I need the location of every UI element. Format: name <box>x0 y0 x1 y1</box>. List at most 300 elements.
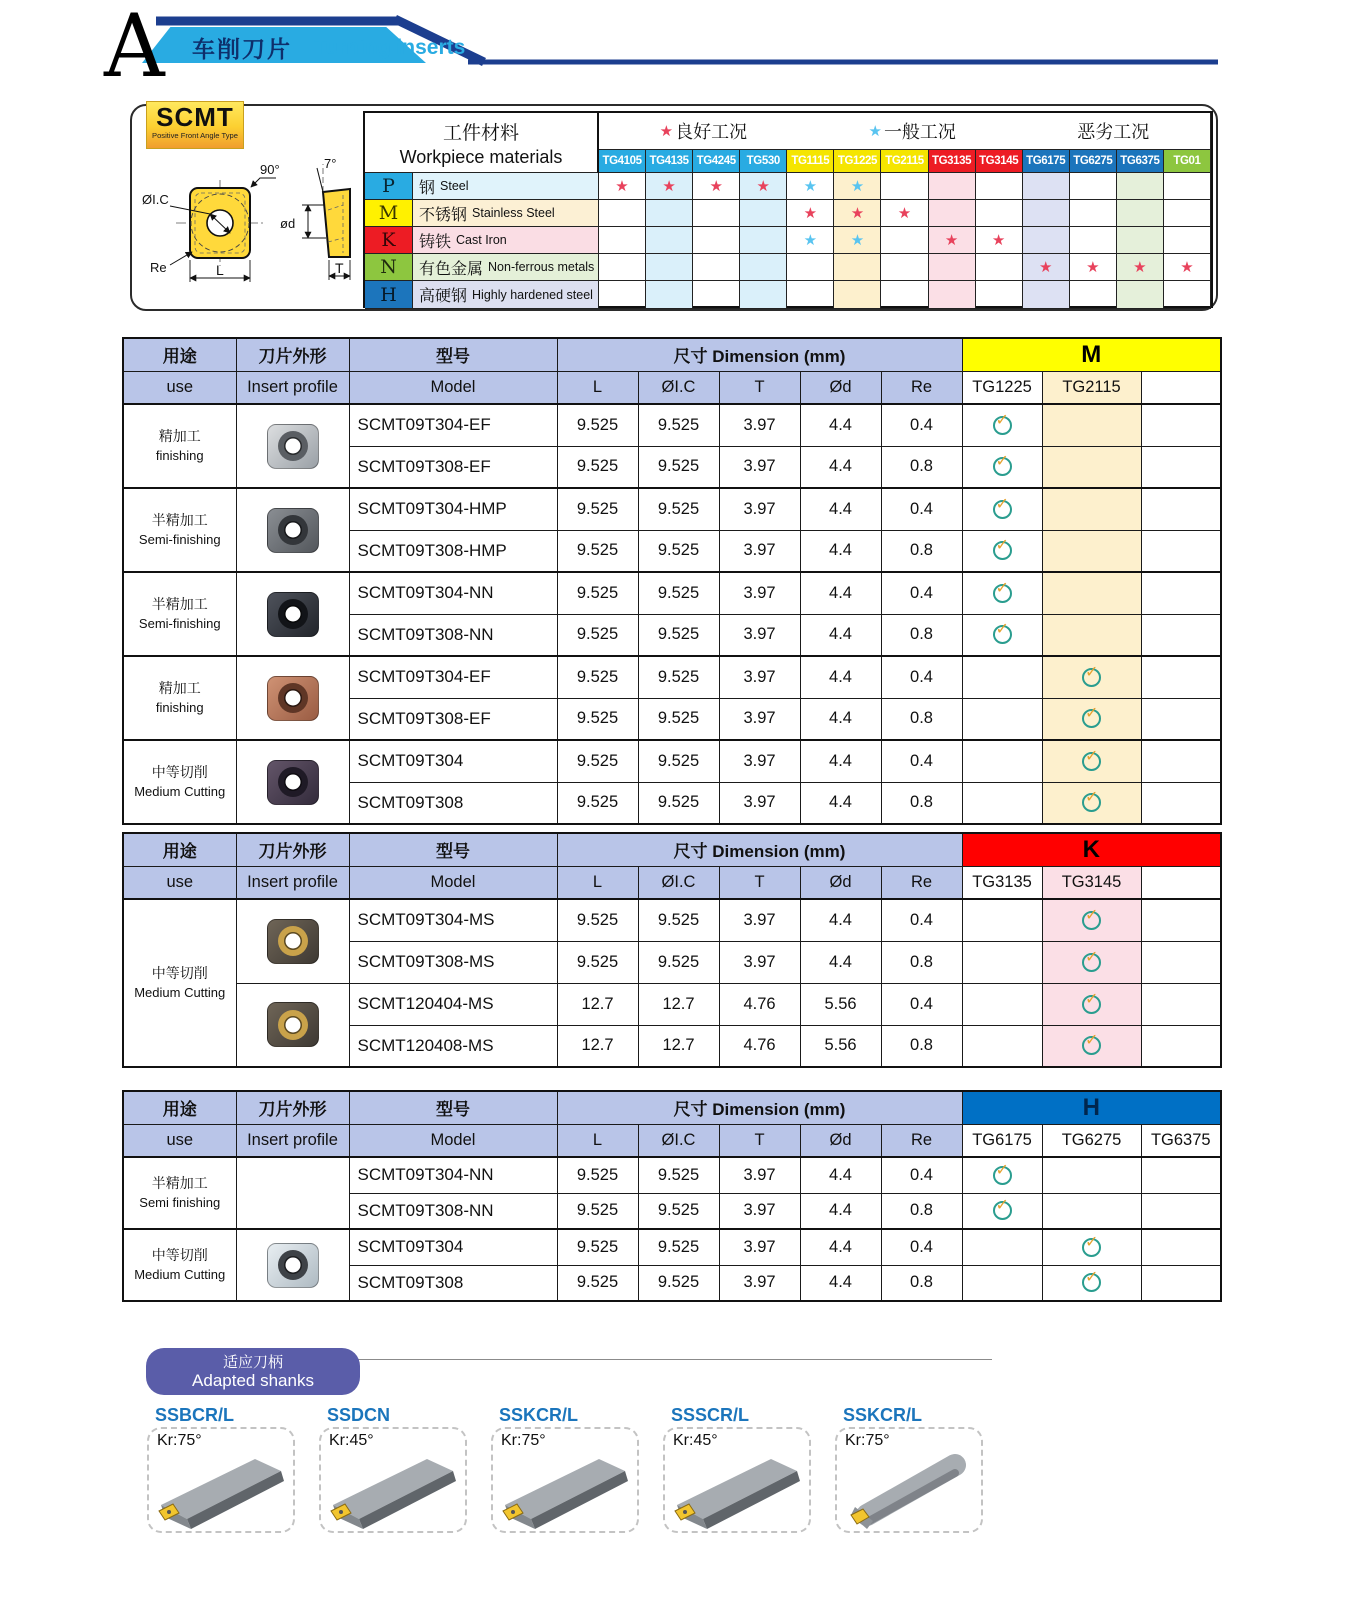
material-name-en: Stainless Steel <box>472 206 555 220</box>
grade-rating-cell <box>1117 173 1164 200</box>
dim-cell: 0.4 <box>881 1157 962 1193</box>
grade-cell-TG1225 <box>962 488 1042 530</box>
model-cell: SCMT09T308-NN <box>349 1193 557 1229</box>
grade-cell-TG2115 <box>1042 488 1141 530</box>
use-label-en: Medium Cutting <box>134 783 226 799</box>
red-star-icon: ★ <box>991 231 1006 249</box>
grade-header-TG6175: TG6175 <box>1023 150 1070 173</box>
grade-cell-TG2115 <box>1042 782 1141 824</box>
check-icon <box>1082 752 1101 771</box>
grade-rating-cell <box>834 281 881 309</box>
grade-col-header-TG3135: TG3135 <box>962 866 1042 899</box>
shank-image-svg <box>839 1449 979 1529</box>
shank-card <box>319 1405 467 1533</box>
use-cell <box>123 404 236 488</box>
check-icon <box>1082 995 1101 1014</box>
grade-cell-TG6175 <box>962 1265 1042 1301</box>
col-header-profile-en: Insert profile <box>236 371 349 404</box>
dim-cell: 4.4 <box>800 899 881 941</box>
page-title-en: Turning inserts <box>314 36 466 59</box>
grade-rating-cell <box>1023 281 1070 309</box>
grade-cell-TG3135 <box>962 983 1042 1025</box>
dim-cell: 4.4 <box>800 698 881 740</box>
grade-cell <box>1141 614 1221 656</box>
red-star-icon: ★ <box>756 177 770 195</box>
col-header-use-zh: 用途 <box>123 833 236 866</box>
dim-cell: 12.7 <box>557 1025 638 1067</box>
dim-cell: 0.8 <box>881 941 962 983</box>
model-cell: SCMT120404-MS <box>349 983 557 1025</box>
red-star-icon: ★ <box>615 177 629 195</box>
material-name-en: Highly hardened steel <box>472 287 593 302</box>
dim-col-header: Ød <box>800 1124 881 1157</box>
use-label-en: Semi-finishing <box>138 615 221 631</box>
grade-header-TG1115: TG1115 <box>787 150 834 173</box>
grade-rating-cell <box>693 173 740 200</box>
dim-cell: 5.56 <box>800 1025 881 1067</box>
grade-rating-cell <box>834 254 881 281</box>
grade-cell <box>1141 782 1221 824</box>
dim-cell: 4.4 <box>800 614 881 656</box>
insert-profile-cell <box>236 983 349 1067</box>
grade-cell-TG6275 <box>1042 1229 1141 1265</box>
use-label-zh: 中等切削 <box>151 764 208 781</box>
dim-cell: 9.525 <box>557 446 638 488</box>
dim-cell: 0.8 <box>881 446 962 488</box>
dim-cell: 4.4 <box>800 446 881 488</box>
label-l: L <box>216 262 224 278</box>
grade-cell <box>1141 740 1221 782</box>
col-header-use-en: use <box>123 1124 236 1157</box>
grade-rating-cell <box>1164 173 1211 200</box>
grade-header-TG2115: TG2115 <box>881 150 928 173</box>
dim-cell: 4.76 <box>719 983 800 1025</box>
dim-cell: 12.7 <box>638 983 719 1025</box>
dim-cell: 0.8 <box>881 614 962 656</box>
material-name-en: Steel <box>440 179 469 193</box>
grade-cell-TG2115 <box>1042 740 1141 782</box>
dim-cell: 3.97 <box>719 572 800 614</box>
grade-rating-cell <box>693 281 740 309</box>
use-label-zh: 半精加工 <box>151 1175 208 1192</box>
check-icon <box>993 416 1012 435</box>
dim-col-header: L <box>557 866 638 899</box>
grade-cell-TG3145 <box>1042 899 1141 941</box>
grade-cell-TG1225 <box>962 404 1042 446</box>
use-label-zh: 中等切削 <box>151 965 208 982</box>
check-icon <box>993 541 1012 560</box>
materials-title <box>365 113 599 173</box>
red-star-icon: ★ <box>850 204 865 222</box>
grade-rating-cell <box>976 200 1023 227</box>
grade-cell <box>1141 572 1221 614</box>
grade-rating-cell <box>646 173 693 200</box>
dim-col-header: T <box>719 371 800 404</box>
grade-cell <box>1141 983 1221 1025</box>
grade-cell-TG3145 <box>1042 1025 1141 1067</box>
grade-rating-cell <box>976 173 1023 200</box>
use-cell <box>123 488 236 572</box>
dim-cell: 4.4 <box>800 782 881 824</box>
dim-cell: 4.4 <box>800 572 881 614</box>
dim-cell: 3.97 <box>719 1265 800 1301</box>
dim-cell: 9.525 <box>638 530 719 572</box>
shank-image-svg <box>495 1449 635 1529</box>
dim-cell: 3.97 <box>719 941 800 983</box>
grade-cell-TG1225 <box>962 698 1042 740</box>
grade-rating-cell <box>1117 281 1164 309</box>
spec-table-k <box>122 832 1222 1068</box>
use-label-en: finishing <box>155 699 204 715</box>
dim-cell: 9.525 <box>557 1157 638 1193</box>
dim-cell: 4.4 <box>800 941 881 983</box>
insert-profile-cell <box>236 656 349 740</box>
dim-cell: 3.97 <box>719 614 800 656</box>
grade-rating-cell <box>740 254 787 281</box>
dim-cell: 0.4 <box>881 656 962 698</box>
dim-cell: 9.525 <box>557 740 638 782</box>
grade-cell-TG6275 <box>1042 1193 1141 1229</box>
model-cell: SCMT09T304-NN <box>349 1157 557 1193</box>
grade-col-header-TG1225: TG1225 <box>962 371 1042 404</box>
dim-cell: 0.4 <box>881 1229 962 1265</box>
insert-profile-image <box>267 760 319 805</box>
dim-col-header: Re <box>881 866 962 899</box>
col-header-dimension: 尺寸 Dimension (mm) <box>557 833 962 866</box>
check-icon <box>1082 911 1101 930</box>
header-row-en <box>123 1124 1221 1157</box>
table-row <box>123 404 1221 446</box>
grade-cell-TG6175 <box>962 1193 1042 1229</box>
material-name-zh: 不锈钢 <box>419 206 468 224</box>
red-star-icon: ★ <box>803 204 818 222</box>
shank-card <box>663 1405 811 1533</box>
dim-cell: 9.525 <box>557 1229 638 1265</box>
dim-cell: 0.8 <box>881 782 962 824</box>
grade-rating-cell <box>834 173 881 200</box>
grade-cell-TG1225 <box>962 446 1042 488</box>
dim-col-header: Re <box>881 1124 962 1157</box>
col-header-model-en: Model <box>349 866 557 899</box>
insert-profile-image <box>267 919 319 964</box>
material-name <box>413 254 599 281</box>
shank-image-svg <box>151 1449 291 1529</box>
dim-cell: 9.525 <box>557 782 638 824</box>
col-header-profile-zh: 刀片外形 <box>236 1091 349 1124</box>
dim-cell: 0.8 <box>881 530 962 572</box>
grade-cell-TG1225 <box>962 530 1042 572</box>
grade-cell <box>1141 404 1221 446</box>
check-icon <box>1082 1273 1101 1292</box>
grade-cell-TG3135 <box>962 941 1042 983</box>
dim-cell: 3.97 <box>719 530 800 572</box>
dim-cell: 4.4 <box>800 740 881 782</box>
materials-table <box>363 111 1213 308</box>
grade-cell-TG6275 <box>1042 1157 1141 1193</box>
shank-card <box>147 1405 295 1533</box>
dim-cell: 3.97 <box>719 446 800 488</box>
use-label-zh: 半精加工 <box>151 596 208 613</box>
dim-cell: 9.525 <box>638 1157 719 1193</box>
grade-rating-cell <box>599 173 646 200</box>
grade-cell <box>1141 446 1221 488</box>
dim-cell: 0.8 <box>881 698 962 740</box>
dim-cell: 4.4 <box>800 530 881 572</box>
dim-cell: 3.97 <box>719 404 800 446</box>
dim-cell: 12.7 <box>638 1025 719 1067</box>
grade-rating-cell <box>646 200 693 227</box>
dim-cell: 3.97 <box>719 899 800 941</box>
dim-col-header: L <box>557 1124 638 1157</box>
dim-cell: 3.97 <box>719 1229 800 1265</box>
dim-cell: 12.7 <box>557 983 638 1025</box>
table-row <box>123 983 1221 1025</box>
adapted-shanks-badge <box>146 1348 360 1395</box>
insert-profile-image <box>267 424 319 469</box>
grade-rating-cell <box>1023 200 1070 227</box>
dim-cell: 3.97 <box>719 1157 800 1193</box>
col-header-use-en: use <box>123 866 236 899</box>
use-cell <box>123 1157 236 1229</box>
grade-cell <box>1141 899 1221 941</box>
dim-cell: 4.4 <box>800 404 881 446</box>
header-row-en <box>123 866 1221 899</box>
dim-cell: 0.8 <box>881 1025 962 1067</box>
grade-cell-TG6375 <box>1141 1265 1221 1301</box>
dim-cell: 9.525 <box>557 1265 638 1301</box>
scmt-subtitle: Positive Front Angle Type <box>152 131 238 140</box>
check-icon <box>1082 709 1101 728</box>
grade-rating-cell <box>787 173 834 200</box>
use-label-zh: 精加工 <box>158 428 201 445</box>
dim-cell: 9.525 <box>638 899 719 941</box>
legend-good <box>660 118 747 144</box>
grade-cell-TG6175 <box>962 1157 1042 1193</box>
dim-cell: 9.525 <box>638 656 719 698</box>
dim-cell: 0.4 <box>881 899 962 941</box>
col-header-model-zh: 型号 <box>349 338 557 371</box>
grade-rating-cell <box>693 200 740 227</box>
shanks-divider <box>356 1359 992 1360</box>
grade-rating-cell <box>881 254 928 281</box>
model-cell: SCMT09T308 <box>349 782 557 824</box>
col-header-use-zh: 用途 <box>123 1091 236 1124</box>
shank-name: SSKCR/L <box>843 1405 923 1425</box>
blue-star-icon: ★ <box>850 177 865 195</box>
check-icon <box>1082 668 1101 687</box>
dim-col-header: L <box>557 371 638 404</box>
grade-rating-cell <box>646 227 693 254</box>
col-header-profile-zh: 刀片外形 <box>236 338 349 371</box>
grade-rating-cell <box>881 227 928 254</box>
grade-rating-cell <box>599 227 646 254</box>
header-row-en <box>123 371 1221 404</box>
grade-cell-TG2115 <box>1042 656 1141 698</box>
material-class-header-M: M <box>962 338 1221 371</box>
grade-rating-cell <box>1070 200 1117 227</box>
grade-rating-cell <box>646 281 693 309</box>
insert-profile-cell <box>236 740 349 824</box>
grade-cell-TG2115 <box>1042 572 1141 614</box>
scmt-badge <box>146 101 244 149</box>
grade-rating-cell <box>1070 227 1117 254</box>
grade-cell <box>1141 656 1221 698</box>
grade-rating-cell <box>929 254 976 281</box>
material-name <box>413 173 599 200</box>
adapted-shanks-en: Adapted shanks <box>192 1370 314 1390</box>
dim-cell: 9.525 <box>638 1193 719 1229</box>
dim-cell: 4.4 <box>800 1265 881 1301</box>
material-name <box>413 227 599 254</box>
grade-rating-cell <box>1164 227 1211 254</box>
check-icon <box>993 500 1012 519</box>
dim-cell: 9.525 <box>638 446 719 488</box>
grade-rating-cell <box>881 200 928 227</box>
dim-col-header: Ød <box>800 866 881 899</box>
grade-rating-cell <box>740 200 787 227</box>
legend-severe <box>1077 118 1149 144</box>
grade-rating-cell <box>740 173 787 200</box>
use-label-en: finishing <box>155 447 204 463</box>
insert-profile-cell <box>236 899 349 983</box>
page-title-zh: 车削刀片 <box>192 36 292 62</box>
dim-cell: 3.97 <box>719 782 800 824</box>
grade-rating-cell <box>1023 227 1070 254</box>
grade-col-header <box>1141 371 1221 404</box>
material-letter-K: K <box>365 227 413 254</box>
header-row-zh <box>123 833 1221 866</box>
grade-rating-cell <box>1117 200 1164 227</box>
dim-cell: 9.525 <box>638 614 719 656</box>
grade-cell-TG6375 <box>1141 1157 1221 1193</box>
blue-star-icon: ★ <box>868 122 882 140</box>
red-star-icon: ★ <box>944 231 959 249</box>
grade-cell-TG1225 <box>962 614 1042 656</box>
spec-table-h <box>122 1090 1222 1302</box>
material-letter-H: H <box>365 281 413 309</box>
model-cell: SCMT09T308-EF <box>349 446 557 488</box>
grade-cell-TG1225 <box>962 656 1042 698</box>
grade-rating-cell <box>976 254 1023 281</box>
red-star-icon: ★ <box>662 177 676 195</box>
col-header-dimension: 尺寸 Dimension (mm) <box>557 338 962 371</box>
insert-diagram-svg <box>138 148 358 300</box>
spec-table-m <box>122 337 1222 825</box>
grade-rating-cell <box>1023 173 1070 200</box>
dim-cell: 9.525 <box>638 740 719 782</box>
dim-cell: 9.525 <box>557 404 638 446</box>
label-90: 90° <box>260 162 280 177</box>
grade-rating-cell <box>787 200 834 227</box>
model-cell: SCMT09T308 <box>349 1265 557 1301</box>
grade-rating-cell <box>929 227 976 254</box>
grade-cell-TG1225 <box>962 782 1042 824</box>
dim-col-header: ØI.C <box>638 1124 719 1157</box>
use-cell <box>123 656 236 740</box>
col-header-profile-en: Insert profile <box>236 866 349 899</box>
check-icon <box>993 1166 1012 1185</box>
material-class-header-H: H <box>962 1091 1221 1124</box>
dim-col-header: Re <box>881 371 962 404</box>
grade-cell-TG2115 <box>1042 530 1141 572</box>
grade-header-TG6375: TG6375 <box>1117 150 1164 173</box>
grade-header-TG3145: TG3145 <box>976 150 1023 173</box>
model-cell: SCMT09T304-EF <box>349 404 557 446</box>
shank-kr: Kr:75° <box>157 1432 202 1449</box>
grade-cell-TG1225 <box>962 572 1042 614</box>
col-header-dimension: 尺寸 Dimension (mm) <box>557 1091 962 1124</box>
insert-profile-cell <box>236 488 349 572</box>
grade-rating-cell <box>881 173 928 200</box>
dim-cell: 3.97 <box>719 740 800 782</box>
legend-severe-label: 恶劣工况 <box>1077 122 1150 142</box>
grade-col-header <box>1141 866 1221 899</box>
model-cell: SCMT09T308-MS <box>349 941 557 983</box>
dim-cell: 4.76 <box>719 1025 800 1067</box>
grade-rating-cell <box>1070 281 1117 309</box>
dim-cell: 0.4 <box>881 572 962 614</box>
grade-rating-cell <box>693 227 740 254</box>
grade-cell-TG3145 <box>1042 941 1141 983</box>
col-header-use-en: use <box>123 371 236 404</box>
model-cell: SCMT09T304-NN <box>349 572 557 614</box>
model-cell: SCMT120408-MS <box>349 1025 557 1067</box>
grade-rating-cell <box>646 254 693 281</box>
dim-cell: 3.97 <box>719 656 800 698</box>
grade-cell-TG2115 <box>1042 404 1141 446</box>
grade-rating-cell <box>599 254 646 281</box>
insert-profile-cell <box>236 1229 349 1301</box>
table-row <box>123 656 1221 698</box>
use-label-zh: 精加工 <box>158 680 201 697</box>
dim-cell: 0.4 <box>881 983 962 1025</box>
condition-legend <box>599 113 1211 150</box>
col-header-model-zh: 型号 <box>349 1091 557 1124</box>
grade-rating-cell <box>599 281 646 309</box>
model-cell: SCMT09T304-HMP <box>349 488 557 530</box>
material-name-zh: 钢 <box>419 179 436 197</box>
dim-col-header: ØI.C <box>638 866 719 899</box>
scmt-code: SCMT <box>156 102 234 132</box>
grade-cell <box>1141 1025 1221 1067</box>
grade-cell-TG6275 <box>1042 1265 1141 1301</box>
use-label-en: Semi finishing <box>139 1194 221 1210</box>
material-name-zh: 高硬钢 <box>419 288 468 305</box>
use-label-zh: 中等切削 <box>151 1247 208 1264</box>
col-header-use-zh: 用途 <box>123 338 236 371</box>
logo-letter: A <box>104 0 165 97</box>
col-header-model-en: Model <box>349 371 557 404</box>
dim-cell: 4.4 <box>800 1229 881 1265</box>
dim-cell: 9.525 <box>557 941 638 983</box>
grade-rating-cell <box>976 227 1023 254</box>
shank-name: SSDCN <box>327 1405 391 1425</box>
dim-cell: 4.4 <box>800 1193 881 1229</box>
grade-cell-TG2115 <box>1042 614 1141 656</box>
insert-profile-image <box>267 508 319 553</box>
grade-rating-cell <box>599 200 646 227</box>
grade-cell <box>1141 941 1221 983</box>
grade-rating-cell <box>787 227 834 254</box>
col-header-profile-zh: 刀片外形 <box>236 833 349 866</box>
shank-name: SSKCR/L <box>499 1405 579 1425</box>
dim-cell: 9.525 <box>557 488 638 530</box>
shank-kr: Kr:45° <box>329 1432 374 1449</box>
model-cell: SCMT09T304 <box>349 1229 557 1265</box>
check-icon <box>1082 1238 1101 1257</box>
dim-cell: 4.4 <box>800 1157 881 1193</box>
dim-cell: 0.4 <box>881 488 962 530</box>
